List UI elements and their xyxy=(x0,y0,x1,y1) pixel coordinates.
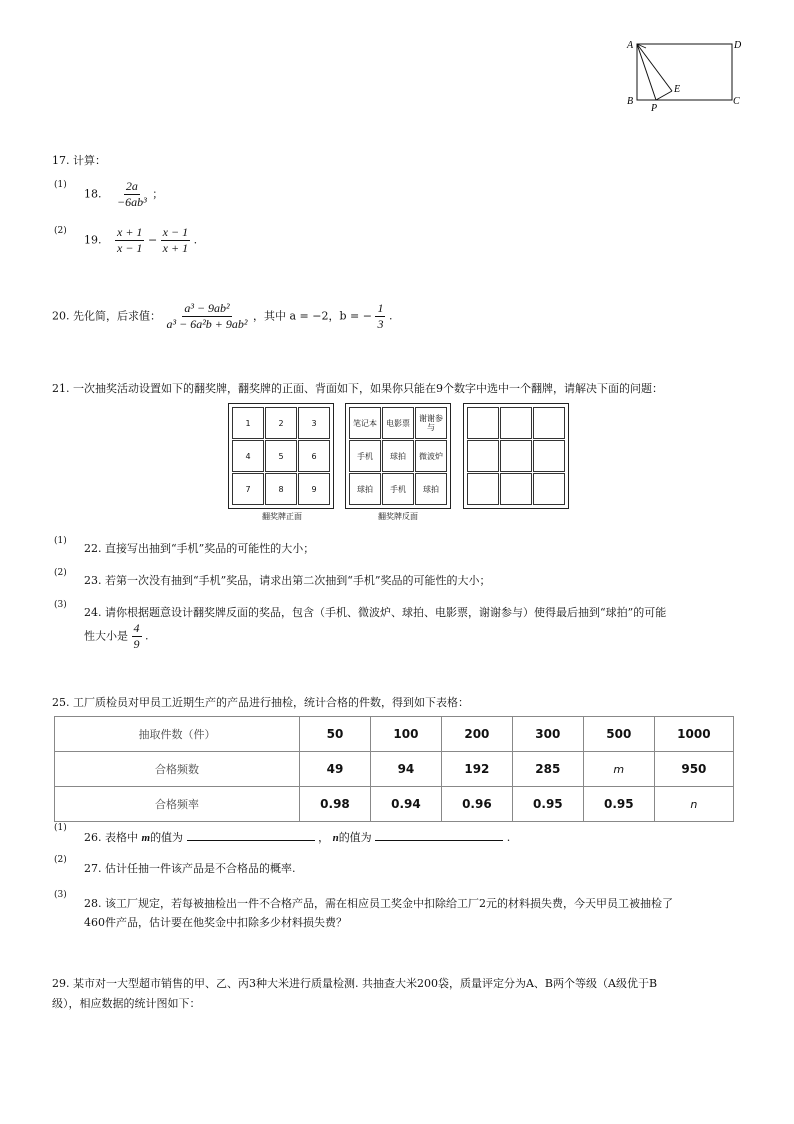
card-blank-grid xyxy=(463,403,569,509)
table-cell: 50 xyxy=(300,717,371,752)
q20-fraction xyxy=(165,302,250,331)
frac-denominator: a³ − 6a²b + 9ab² xyxy=(166,317,248,331)
q25-p1-text-a: 26. 表格中 xyxy=(84,831,142,844)
rectangle-figure xyxy=(620,36,750,114)
card-front-cell: 3 xyxy=(298,407,330,439)
blank-cell xyxy=(467,473,499,505)
q25-p1-tail: . xyxy=(506,831,511,844)
minus-sign: − xyxy=(147,233,158,247)
table-cell: 0.95 xyxy=(583,787,654,822)
q21-p3-index: (3) xyxy=(54,600,67,610)
q20-text: 先化简，后求值： xyxy=(73,309,161,323)
q25-p1-text-b: 的值为 xyxy=(150,831,184,844)
card-front-cell: 4 xyxy=(232,440,264,472)
label-p: P xyxy=(651,103,658,114)
blank-cell xyxy=(500,407,532,439)
q21-p3-line2 xyxy=(84,622,149,651)
table-row xyxy=(55,717,734,752)
card-back-cell: 笔记本 xyxy=(349,407,381,439)
table-cell: 200 xyxy=(441,717,512,752)
table-cell: 500 xyxy=(583,717,654,752)
q17-p2-frac2 xyxy=(161,226,190,255)
table-cell: 0.95 xyxy=(512,787,583,822)
frac-denominator: 9 xyxy=(133,637,140,651)
q21-p3-tail: . xyxy=(145,629,149,643)
card-back-caption: 翻奖牌反面 xyxy=(378,512,418,521)
card-front-cell: 2 xyxy=(265,407,297,439)
blank-cell xyxy=(533,440,565,472)
q20-tail: . xyxy=(388,309,393,323)
card-front-caption: 翻奖牌正面 xyxy=(262,512,302,521)
card-front-cell: 5 xyxy=(265,440,297,472)
q25-p1 xyxy=(84,828,510,845)
card-front-cell: 8 xyxy=(265,473,297,505)
card-back-cell: 球拍 xyxy=(349,473,381,505)
table-cell: 0.94 xyxy=(370,787,441,822)
card-back-cell: 球拍 xyxy=(415,473,447,505)
q17-p1-index: (1) xyxy=(54,180,67,190)
frac-numerator: 2a xyxy=(125,179,138,193)
label-c: C xyxy=(733,96,740,107)
frac-denominator: 3 xyxy=(377,317,384,331)
table-cell: 300 xyxy=(512,717,583,752)
q17-p1-num: 18. xyxy=(84,187,102,201)
q17-p2-tail: . xyxy=(193,233,198,247)
q21-text xyxy=(52,380,663,396)
blank-cell xyxy=(500,440,532,472)
card-front-grid xyxy=(228,403,334,509)
card-back-cell: 手机 xyxy=(349,440,381,472)
row-header: 合格频率 xyxy=(55,787,300,822)
frac-denominator: −6ab³ xyxy=(117,195,147,209)
table-cell: 94 xyxy=(370,752,441,787)
q20-num: 20. xyxy=(52,309,70,323)
row-header: 合格频数 xyxy=(55,752,300,787)
label-a: A xyxy=(627,40,634,51)
blank-cell xyxy=(500,473,532,505)
q29-text-line2: 级），相应数据的统计图如下： xyxy=(52,997,201,1010)
card-front-cell: 1 xyxy=(232,407,264,439)
q25-p3-line2: 460件产品，估计要在他奖金中扣除多少材料损失费？ xyxy=(84,916,347,929)
table-cell: m xyxy=(583,752,654,787)
q21-p3: 24. 请你根据题意设计翻奖牌反面的奖品，包含（手机、微波炉、球拍、电影票，谢谢参与）使得最后抽到“球拍”的可能 xyxy=(84,606,667,619)
q17-p1 xyxy=(84,180,163,209)
q17-p1-tail: ； xyxy=(152,187,164,201)
q17-p2-num: 19. xyxy=(84,233,102,247)
q21-p3-text2: 性大小是 xyxy=(84,629,128,643)
table-row xyxy=(55,787,734,822)
frac-numerator: x − 1 xyxy=(162,225,189,239)
blank-cell xyxy=(467,407,499,439)
table-cell: 950 xyxy=(654,752,733,787)
q20-condition: ，其中 a = −2，b = − xyxy=(253,309,372,323)
frac-numerator: 1 xyxy=(377,301,384,315)
card-back-cell: 谢谢参与 xyxy=(415,407,447,439)
blank-cell xyxy=(533,473,565,505)
var-m: m xyxy=(141,832,151,844)
answer-blank-m[interactable] xyxy=(187,828,315,841)
q25-num: 25. xyxy=(52,696,70,709)
q25-text xyxy=(52,694,469,710)
row-header: 抽取件数（件） xyxy=(55,717,300,752)
table-row xyxy=(55,752,734,787)
q17-p1-fraction xyxy=(115,180,149,209)
q29-text: 29. 某市对一大型超市销售的甲、乙、丙3种大米进行质量检测. 共抽查大米200袋，质量评定分为A、B两个等级（A级优于B xyxy=(52,977,658,990)
label-d: D xyxy=(734,40,742,51)
q21-p1: 22. 直接写出抽到“手机”奖品的可能性的大小； xyxy=(84,542,315,555)
q17-p2 xyxy=(84,226,197,255)
table-cell: 49 xyxy=(300,752,371,787)
q17-label: 17. 计算： xyxy=(52,154,106,167)
inspection-table xyxy=(54,716,734,822)
label-b: B xyxy=(627,96,634,107)
frac-denominator: x + 1 xyxy=(162,241,189,255)
label-e: E xyxy=(674,84,681,95)
card-front-cell: 9 xyxy=(298,473,330,505)
frac-numerator: x + 1 xyxy=(117,225,143,239)
q21-p1-index: (1) xyxy=(54,536,67,546)
q20 xyxy=(52,302,392,331)
table-cell: 0.98 xyxy=(300,787,371,822)
q25-p1-text-d: 的值为 xyxy=(338,831,372,844)
blank-cell xyxy=(533,407,565,439)
card-back-cell: 手机 xyxy=(382,473,414,505)
frac-numerator: a³ − 9ab² xyxy=(184,301,230,315)
q17-p2-index: (2) xyxy=(54,226,67,236)
frac-numerator: 4 xyxy=(133,621,140,635)
card-front-cell: 6 xyxy=(298,440,330,472)
frac-denominator: x − 1 xyxy=(117,241,143,255)
q21-p2: 23. 若第一次没有抽到“手机”奖品，请求出第二次抽到“手机”奖品的可能性的大小； xyxy=(84,574,491,587)
q25-p3-index: (3) xyxy=(54,890,67,900)
q25-p2: 27. 估计任抽一件该产品是不合格品的概率. xyxy=(84,862,296,875)
card-back-cell: 微波炉 xyxy=(415,440,447,472)
answer-blank-n[interactable] xyxy=(375,828,503,841)
q25-stem: 工厂质检员对甲员工近期生产的产品进行抽检，统计合格的件数，得到如下表格： xyxy=(73,696,469,709)
q21-p3-fraction xyxy=(132,622,142,651)
table-cell: n xyxy=(654,787,733,822)
q25-p3: 28. 该工厂规定，若每被抽检出一件不合格产品，需在相应员工奖金中扣除给工厂2元的材料损失费，今天甲员工被抽检了 xyxy=(84,897,673,910)
card-back-cell: 球拍 xyxy=(382,440,414,472)
q21-stem: 一次抽奖活动设置如下的翻奖牌，翻奖牌的正面、背面如下，如果你只能在9个数字中选中一个翻牌，请解决下面的问题： xyxy=(73,382,663,395)
table-cell: 192 xyxy=(441,752,512,787)
table-cell: 285 xyxy=(512,752,583,787)
q25-p1-index: (1) xyxy=(54,823,67,833)
q25-p2-index: (2) xyxy=(54,855,67,865)
blank-cell xyxy=(467,440,499,472)
q21-p2-index: (2) xyxy=(54,568,67,578)
card-back-grid xyxy=(345,403,451,509)
table-cell: 100 xyxy=(370,717,441,752)
q21-num: 21. xyxy=(52,382,70,395)
card-back-cell: 电影票 xyxy=(382,407,414,439)
q17-p2-frac1 xyxy=(115,226,144,255)
table-cell: 1000 xyxy=(654,717,733,752)
q25-p1-text-c: ， xyxy=(318,831,330,844)
table-cell: 0.96 xyxy=(441,787,512,822)
var-n: n xyxy=(332,832,339,844)
card-front-cell: 7 xyxy=(232,473,264,505)
q20-b-fraction xyxy=(375,302,385,331)
